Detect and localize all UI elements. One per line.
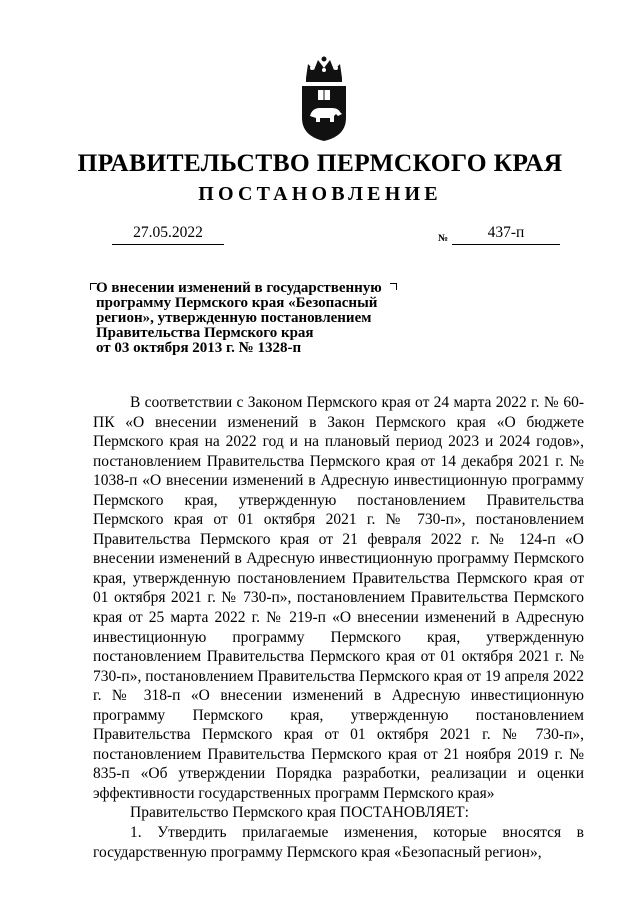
item-1-paragraph: 1. Утвердить прилагаемые изменения, которые вносятся в государственную программу Пермского края «Безопасный регион», — [93, 824, 584, 861]
preamble-paragraph: В соответствии с Законом Пермского края от 24 марта 2022 г. № 60-ПК «О внесении изменений в Закон Пермского края «О бюджете Пермского края на 2022 год и на плановый период 2023 и 2024 годов», постановлением Правительства Пермского края от 14 декабря 2021 г. № 1038-п «О внесении изменений в Адресную инвестиционную программу Пермского края, утвержденную постановлением Правительства Пермского края от 01 октября 2021 г. № 730-п», постановлением Правительства Пермского края от 21 февраля 2022 г. № 124-п «О внесении изменений в Адресную инвестиционную программу Пермского края, утвержденную постановлением Правительства Пермского края от 01 октября 2021 г. № 730-п», постановлением Правительства Пермского края от 25 марта 2022 г. № 219-п «О внесении изменений в Адресную инвестиционную программу Пермского края, утвержденную постановлением Правительства Пермского края от 01 октября 2021 г. № 730-п», постановлением Правительства Пермского края от 19 апреля 2022 г. № 318-п «О внесении изменений в Адресную инвестиционную программу Пермского края, утвержденную постановлением Правительства Пермского края от 01 октября 2021 г. № 730-п», постановлением Правительства Пермского края от 21 ноября 2019 г. № 835-п «Об утверждении Порядка разработки, реализации и оценки эффективности государственных программ Пермского края» — [93, 394, 584, 802]
coat-of-arms-icon — [298, 56, 350, 142]
subject-line: Правительства Пермского края — [96, 325, 314, 341]
subject-line: О внесении изменений в государственную — [96, 280, 382, 296]
subject-line: регион», утвержденную постановлением — [96, 310, 372, 326]
document-number: 437-п — [452, 224, 560, 245]
number-label: № — [438, 233, 449, 244]
document-body — [93, 393, 584, 862]
crown-icon — [306, 57, 342, 83]
document-type: ПОСТАНОВЛЕНИЕ — [198, 183, 442, 205]
government-title: ПРАВИТЕЛЬСТВО ПЕРМСКОГО КРАЯ — [77, 148, 563, 177]
subject-line: программу Пермского края «Безопасный — [96, 295, 378, 311]
document-subject — [96, 281, 416, 356]
subject-line: от 03 октября 2013 г. № 1328-п — [96, 340, 302, 356]
resolves-paragraph: Правительство Пермского края ПОСТАНОВЛЯЕТ: — [130, 804, 469, 822]
document-date: 27.05.2022 — [112, 224, 224, 245]
